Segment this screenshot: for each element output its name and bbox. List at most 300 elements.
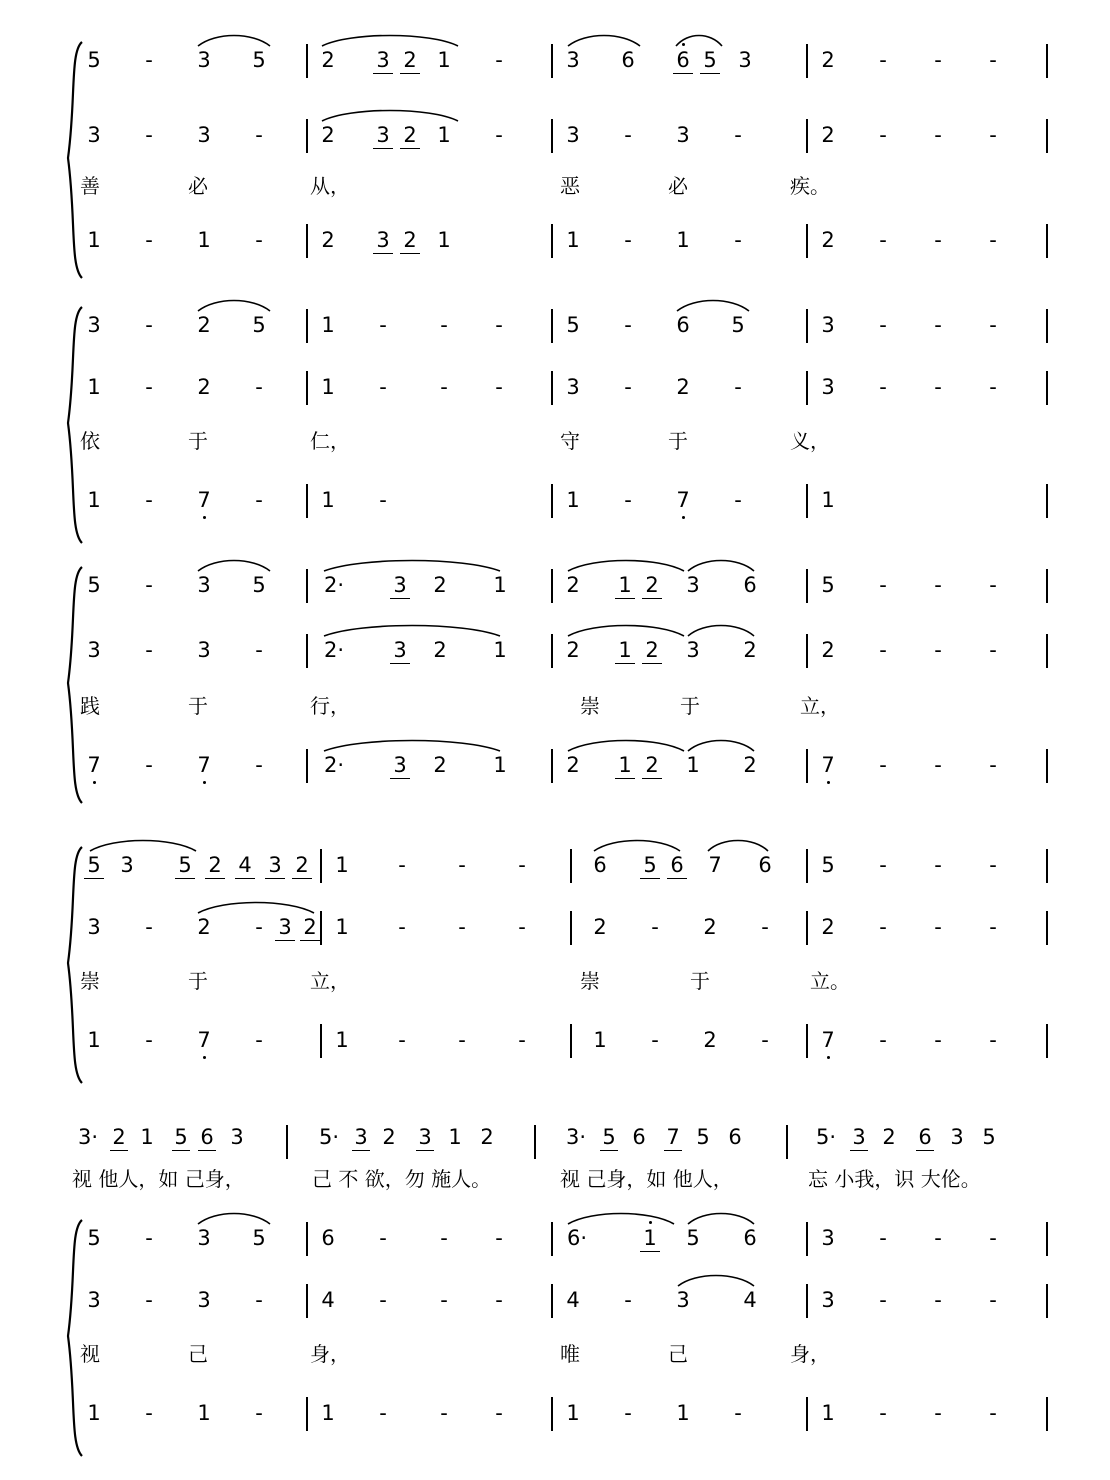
note: 1: [140, 1125, 154, 1149]
note: 5: [982, 1125, 996, 1149]
note: 5: [252, 1226, 266, 1250]
note: -: [145, 1401, 153, 1425]
note: -: [255, 915, 263, 939]
note: -: [879, 1288, 887, 1312]
note: -: [145, 1226, 153, 1250]
slur: [196, 899, 316, 915]
note: 2: [642, 755, 662, 779]
note: 3: [738, 48, 752, 72]
note: -: [379, 488, 387, 512]
note: 3: [950, 1125, 964, 1149]
barline: [570, 911, 572, 945]
note: 1: [321, 1401, 335, 1425]
note: 5: [172, 1127, 190, 1151]
note: 2: [566, 638, 580, 662]
lyric: 立。: [810, 969, 850, 993]
lyric: 视 己身，如 他人，: [560, 1167, 733, 1191]
note: 1: [335, 1028, 349, 1052]
note: -: [879, 1028, 887, 1052]
note: -: [879, 853, 887, 877]
lyric: 崇: [580, 694, 600, 718]
barline: [806, 1397, 808, 1431]
note: 1: [821, 1401, 835, 1425]
note: -: [398, 1028, 406, 1052]
note: 5: [84, 855, 104, 879]
slur: [196, 1210, 272, 1226]
note: 6: [621, 48, 635, 72]
note: 3: [197, 123, 211, 147]
barline: [306, 119, 308, 153]
lyric: 视: [80, 1342, 100, 1366]
note: 2: [703, 1028, 717, 1052]
barline: [806, 119, 808, 153]
note: -: [934, 228, 942, 252]
lyric: 于: [188, 429, 208, 453]
note: -: [145, 313, 153, 337]
note: 2: [821, 123, 835, 147]
note: 2: [400, 230, 420, 254]
lyric: 己 不 欲，勿 施人。: [312, 1167, 492, 1191]
barline: [551, 119, 553, 153]
note: 3: [197, 48, 211, 72]
note: 5: [821, 853, 835, 877]
system-5-solo: [0, 1115, 1110, 1195]
note: 3: [821, 313, 835, 337]
note: -: [989, 638, 997, 662]
note: 2: [433, 573, 447, 597]
note: 3: [821, 375, 835, 399]
note: -: [879, 375, 887, 399]
lyric: 于: [690, 969, 710, 993]
note: 3: [120, 853, 134, 877]
note: 3: [87, 915, 101, 939]
slur: [320, 32, 460, 48]
note: 1: [437, 228, 451, 252]
note: 3: [87, 638, 101, 662]
note: -: [879, 1226, 887, 1250]
lyric: 义，: [790, 429, 830, 453]
lyric: 于: [188, 694, 208, 718]
note: -: [989, 1028, 997, 1052]
barline: [306, 44, 308, 78]
note: 7: [194, 490, 214, 511]
slur: [566, 622, 686, 638]
note: 3: [373, 125, 393, 149]
note: -: [934, 915, 942, 939]
barline: [806, 634, 808, 668]
barline: [806, 44, 808, 78]
lyric: 践: [80, 694, 100, 718]
note: 1: [566, 228, 580, 252]
note: 5: [87, 573, 101, 597]
note: 5: [600, 1127, 618, 1151]
barline: [320, 849, 322, 883]
barline: [551, 1284, 553, 1318]
system-3-lyrics: [0, 690, 1110, 720]
note: -: [934, 1028, 942, 1052]
note: -: [379, 313, 387, 337]
barline: [806, 849, 808, 883]
system-4-alto: [0, 907, 1110, 967]
slur: [686, 737, 756, 753]
note: 2: [197, 915, 211, 939]
note: -: [495, 1226, 503, 1250]
note: 3·: [565, 1125, 587, 1149]
note: 3: [390, 575, 410, 599]
note: -: [734, 488, 742, 512]
barline: [306, 569, 308, 603]
note: 2: [743, 638, 757, 662]
note: 3: [265, 855, 285, 879]
note: 2: [321, 48, 335, 72]
barline: [806, 569, 808, 603]
note: 7: [818, 755, 838, 776]
slur: [196, 297, 272, 313]
note: 3: [416, 1127, 434, 1151]
note: -: [989, 375, 997, 399]
lyric: 必: [188, 174, 208, 198]
note: 3: [373, 50, 393, 74]
note: 5: [566, 313, 580, 337]
note: 7: [664, 1127, 682, 1151]
system-1-lyrics: [0, 170, 1110, 200]
barline: [1046, 309, 1048, 343]
note: 5·: [318, 1125, 340, 1149]
system-1-alto: [0, 115, 1110, 175]
note: -: [651, 915, 659, 939]
note: 3: [275, 917, 295, 941]
slur: [676, 1272, 756, 1288]
slur: [322, 557, 502, 573]
note: -: [145, 638, 153, 662]
note: 1: [821, 488, 835, 512]
slur: [592, 837, 682, 853]
note: -: [934, 753, 942, 777]
note: -: [879, 915, 887, 939]
note: -: [624, 228, 632, 252]
note: 5: [252, 48, 266, 72]
note: 2: [321, 123, 335, 147]
note: -: [989, 48, 997, 72]
note: 6: [743, 573, 757, 597]
note: -: [734, 375, 742, 399]
note: -: [934, 1401, 942, 1425]
note: -: [495, 123, 503, 147]
note: 2: [300, 917, 320, 941]
note: -: [934, 1226, 942, 1250]
slur: [88, 837, 198, 853]
barline: [570, 1024, 572, 1058]
note: 6: [667, 855, 687, 879]
note: 1: [335, 915, 349, 939]
note: 3: [230, 1125, 244, 1149]
note: -: [989, 853, 997, 877]
note: -: [879, 638, 887, 662]
note: 3: [686, 638, 700, 662]
note: 6: [321, 1226, 335, 1250]
note: -: [761, 1028, 769, 1052]
barline: [306, 309, 308, 343]
note: 6: [632, 1125, 646, 1149]
note: -: [934, 123, 942, 147]
barline: [1046, 44, 1048, 78]
barline: [1046, 1222, 1048, 1256]
slur: [566, 737, 686, 753]
note: -: [145, 228, 153, 252]
barline: [570, 849, 572, 883]
note: -: [145, 488, 153, 512]
note: -: [934, 48, 942, 72]
system-2-alto: [0, 367, 1110, 427]
system-1: [0, 40, 1110, 290]
note: 6: [673, 50, 693, 74]
lyric: 守: [560, 429, 580, 453]
note: 5: [87, 48, 101, 72]
barline: [806, 1024, 808, 1058]
system-4-soprano: [0, 845, 1110, 905]
note: 1: [593, 1028, 607, 1052]
note: -: [495, 1401, 503, 1425]
note: 1: [615, 575, 635, 599]
note: -: [255, 1028, 263, 1052]
note: 2: [642, 575, 662, 599]
note: 2·: [323, 638, 345, 662]
slur: [686, 557, 756, 573]
note: -: [879, 1401, 887, 1425]
barline: [551, 44, 553, 78]
note: 3: [87, 1288, 101, 1312]
note: -: [989, 228, 997, 252]
note: -: [624, 375, 632, 399]
note: 6: [198, 1127, 216, 1151]
note: -: [879, 573, 887, 597]
lyric: 立，: [310, 969, 350, 993]
note: 3: [352, 1127, 370, 1151]
barline: [1046, 224, 1048, 258]
note: 1: [640, 1228, 660, 1252]
system-6-bass: [0, 1393, 1110, 1453]
note: 4: [321, 1288, 335, 1312]
system-3: [0, 565, 1110, 820]
note: 1: [686, 753, 700, 777]
note: 3: [197, 573, 211, 597]
lyric: 崇: [580, 969, 600, 993]
note: 2: [821, 915, 835, 939]
note: 7: [708, 853, 722, 877]
note: 1: [448, 1125, 462, 1149]
system-2-bass: [0, 480, 1110, 540]
slur: [674, 32, 724, 48]
barline: [306, 634, 308, 668]
barline: [306, 749, 308, 783]
note: -: [879, 123, 887, 147]
note: 1: [321, 313, 335, 337]
system-4-lyrics: [0, 965, 1110, 995]
note: 2·: [323, 753, 345, 777]
note: -: [989, 573, 997, 597]
note: 1: [87, 1401, 101, 1425]
system-6-lyrics: [0, 1338, 1110, 1368]
note: 3: [850, 1127, 868, 1151]
note: 2: [321, 228, 335, 252]
system-4: [0, 845, 1110, 1095]
note: 5: [731, 313, 745, 337]
note: 1: [87, 1028, 101, 1052]
lyric: 崇: [80, 969, 100, 993]
lyric: 身，: [310, 1342, 350, 1366]
note: -: [255, 228, 263, 252]
note: -: [379, 1401, 387, 1425]
note: 3: [390, 755, 410, 779]
note: 3: [197, 1226, 211, 1250]
note: 3: [373, 230, 393, 254]
barline: [806, 484, 808, 518]
slur: [196, 557, 272, 573]
barline: [534, 1125, 536, 1159]
note: 1: [87, 228, 101, 252]
system-3-soprano: [0, 565, 1110, 625]
slur: [320, 107, 460, 123]
note: 1: [493, 573, 507, 597]
note: 2: [676, 375, 690, 399]
note: 5: [252, 313, 266, 337]
note: -: [145, 1028, 153, 1052]
note: 1: [437, 48, 451, 72]
barline: [551, 484, 553, 518]
note: -: [379, 1226, 387, 1250]
note: -: [934, 853, 942, 877]
note: -: [989, 915, 997, 939]
note: 3: [676, 123, 690, 147]
lyric: 唯: [560, 1342, 580, 1366]
note: -: [934, 638, 942, 662]
barline: [1046, 484, 1048, 518]
system-6-alto: [0, 1280, 1110, 1340]
system-2: [0, 305, 1110, 555]
slur: [566, 32, 642, 48]
system-2-lyrics: [0, 425, 1110, 455]
note: 1: [676, 228, 690, 252]
note: -: [624, 313, 632, 337]
note: 5: [700, 50, 720, 74]
note: 5: [175, 855, 195, 879]
note: 2: [566, 573, 580, 597]
note: 1: [197, 1401, 211, 1425]
barline: [1046, 1397, 1048, 1431]
barline: [1046, 1024, 1048, 1058]
note: 2: [400, 125, 420, 149]
note: 3·: [77, 1125, 99, 1149]
note: 7: [194, 1030, 214, 1051]
note: 3: [87, 123, 101, 147]
note: -: [440, 375, 448, 399]
note: -: [989, 753, 997, 777]
note: 2·: [323, 573, 345, 597]
note: -: [734, 228, 742, 252]
note: 7: [818, 1030, 838, 1051]
note: 2: [642, 640, 662, 664]
note: -: [145, 123, 153, 147]
note: -: [495, 375, 503, 399]
note: -: [458, 1028, 466, 1052]
note: 7: [673, 490, 693, 511]
barline: [306, 1284, 308, 1318]
slur: [566, 557, 686, 573]
note: -: [879, 753, 887, 777]
barline: [551, 634, 553, 668]
note: 1: [321, 375, 335, 399]
note: 3: [87, 313, 101, 337]
note: 3: [390, 640, 410, 664]
note: 2: [382, 1125, 396, 1149]
note: 3: [676, 1288, 690, 1312]
note: 1: [335, 853, 349, 877]
slur: [675, 297, 751, 313]
note: 5: [821, 573, 835, 597]
slur: [566, 1210, 676, 1226]
note: -: [440, 1401, 448, 1425]
note: -: [518, 915, 526, 939]
note: -: [934, 573, 942, 597]
barline: [551, 749, 553, 783]
note: 2: [197, 313, 211, 337]
system-3-alto: [0, 630, 1110, 690]
system-6: [0, 1218, 1110, 1468]
note: -: [440, 313, 448, 337]
note: 2: [197, 375, 211, 399]
note: -: [761, 915, 769, 939]
lyric: 己: [188, 1342, 208, 1366]
system-1-soprano: [0, 40, 1110, 100]
barline: [1046, 1284, 1048, 1318]
note: -: [734, 123, 742, 147]
system-2-soprano: [0, 305, 1110, 365]
note: 6: [593, 853, 607, 877]
note: -: [624, 123, 632, 147]
note: 1: [87, 488, 101, 512]
lyric: 于: [188, 969, 208, 993]
note: 2: [480, 1125, 494, 1149]
lyric: 于: [668, 429, 688, 453]
note: -: [495, 1288, 503, 1312]
barline: [320, 911, 322, 945]
note: -: [989, 1288, 997, 1312]
lyric: 视 他人，如 己身，: [72, 1167, 245, 1191]
note: -: [879, 48, 887, 72]
barline: [1046, 749, 1048, 783]
barline: [320, 1024, 322, 1058]
note: 1: [197, 228, 211, 252]
note: 4: [235, 855, 255, 879]
barline: [1046, 849, 1048, 883]
note: 2: [821, 638, 835, 662]
note: -: [989, 1401, 997, 1425]
note: 1: [566, 488, 580, 512]
barline: [551, 569, 553, 603]
note: 5: [640, 855, 660, 879]
note: -: [255, 753, 263, 777]
note: -: [145, 573, 153, 597]
barline: [306, 224, 308, 258]
note: 5: [696, 1125, 710, 1149]
note: -: [398, 853, 406, 877]
note: -: [495, 313, 503, 337]
note: 6: [916, 1127, 934, 1151]
note: -: [518, 853, 526, 877]
note: 2: [566, 753, 580, 777]
note: -: [934, 1288, 942, 1312]
lyric: 忘 小我，识 大伦。: [808, 1167, 981, 1191]
